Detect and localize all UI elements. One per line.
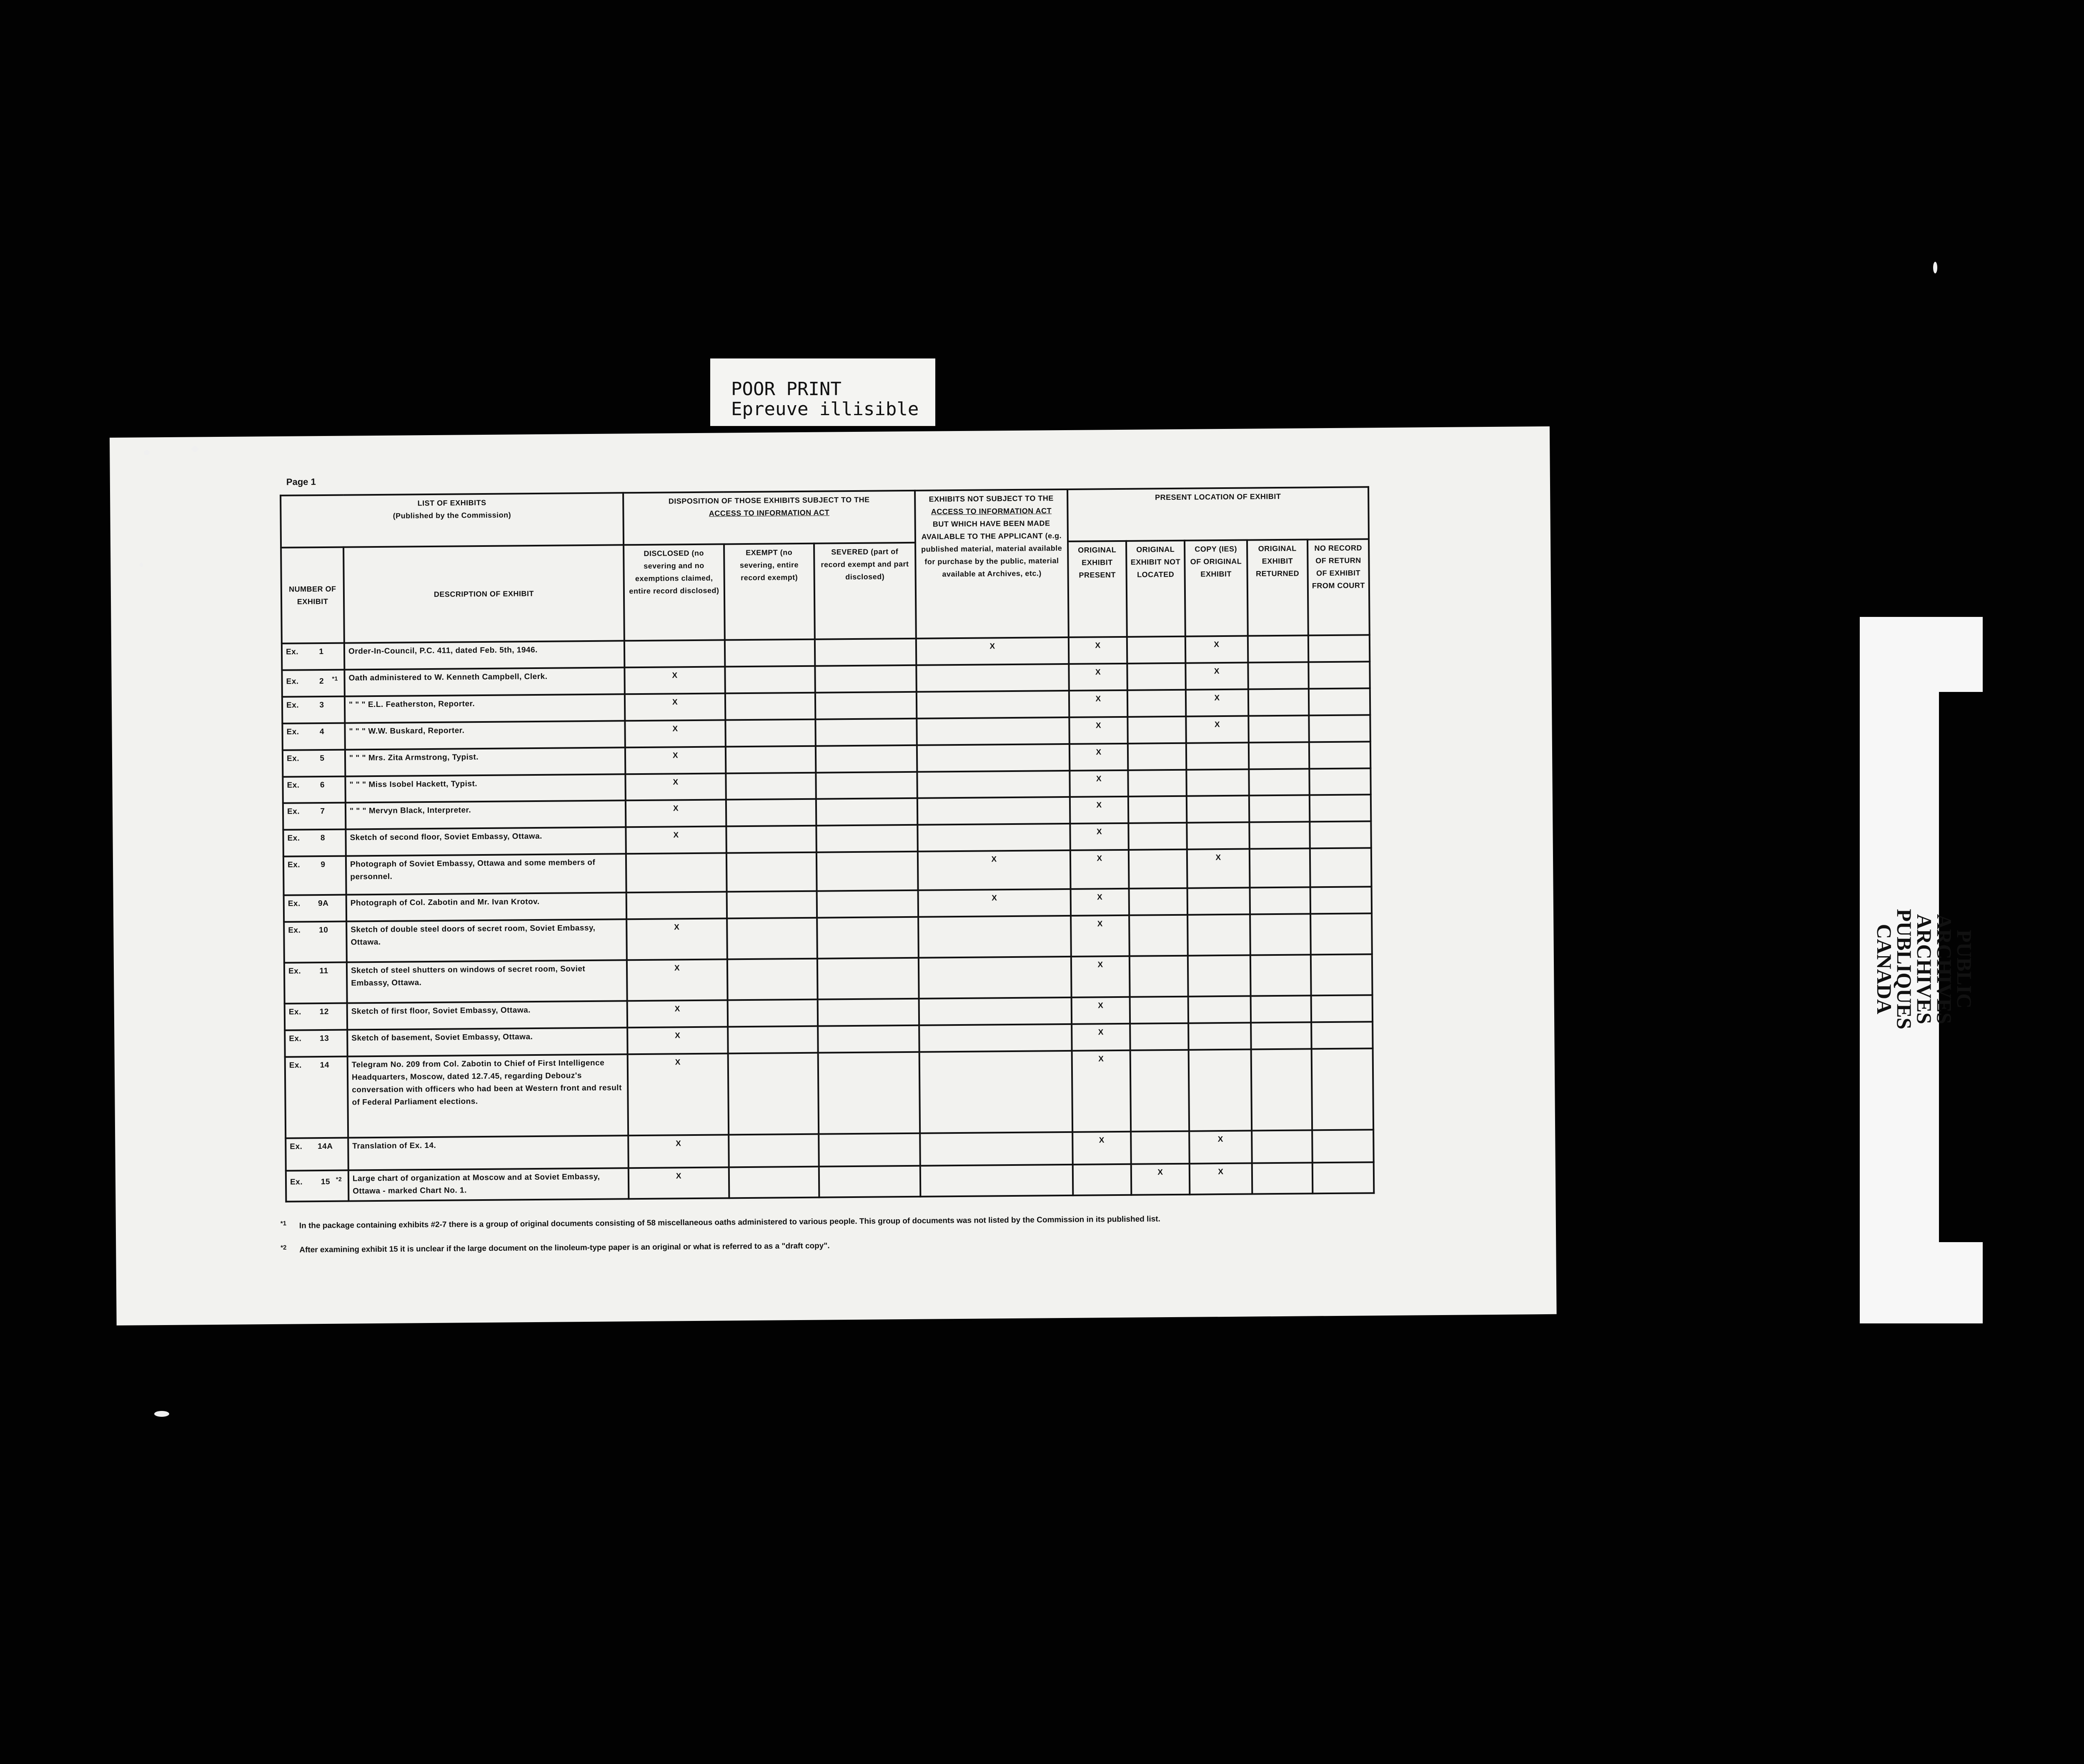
exhibit-number: 9A <box>318 899 329 908</box>
exhibit-description: Telegram No. 209 from Col. Zabotin to Chief of First Intelligence Headquarters, Moscow, dated 12.7.45, regarding Debouz's conversation with officers who had been at Western front and result of Federal Parliament elections. <box>348 1054 629 1138</box>
exempt-cell <box>725 693 815 720</box>
exhibit-number-cell <box>282 723 345 750</box>
exempt-cell <box>726 772 816 800</box>
exhibit-number: 8 <box>320 834 326 843</box>
no-record-cell <box>1311 1022 1373 1049</box>
present-cell: X <box>1070 770 1128 797</box>
copy-cell: X <box>1185 636 1248 663</box>
not-subject-cell <box>917 797 1070 825</box>
copy-cell <box>1187 822 1249 849</box>
no-record-cell <box>1309 742 1370 769</box>
poor-print-line1: POOR PRINT <box>731 378 842 400</box>
copy-cell <box>1186 769 1249 796</box>
exhibit-prefix: Ex. <box>286 701 299 710</box>
exhibit-prefix: Ex. <box>287 860 301 869</box>
disclosed-cell: X <box>625 773 726 801</box>
exhibit-prefix: Ex. <box>287 780 300 790</box>
not-located-cell <box>1127 636 1185 664</box>
copy-cell: X <box>1187 849 1250 888</box>
not-located-cell <box>1128 823 1187 850</box>
not-located-cell <box>1130 1023 1188 1050</box>
exhibit-description: " " " W.W. Buskard, Reporter. <box>345 721 625 749</box>
footnote <box>281 1235 1460 1257</box>
not-subject-cell <box>917 770 1070 798</box>
exhibit-number: 13 <box>320 1034 329 1043</box>
not-subject-cell <box>916 664 1069 692</box>
no-record-cell <box>1309 715 1370 742</box>
exhibit-description: Photograph of Soviet Embassy, Ottawa and some members of personnel. <box>346 854 626 895</box>
present-cell <box>1073 1164 1132 1195</box>
dust-speck <box>192 446 198 452</box>
not-subject-cell <box>919 1050 1073 1133</box>
exhibit-rows <box>282 635 1374 1201</box>
exhibit-description: " " " E.L. Featherston, Reporter. <box>345 694 625 723</box>
not-located-cell <box>1129 915 1188 956</box>
exhibit-prefix: Ex. <box>287 834 300 843</box>
not-located-cell <box>1131 1131 1190 1164</box>
no-record-cell <box>1309 688 1370 715</box>
exhibit-description: Sketch of double steel doors of secret room, Soviet Embassy, Ottawa. <box>346 919 627 962</box>
exempt-cell <box>728 999 818 1027</box>
returned-cell <box>1250 887 1310 914</box>
not-located-cell <box>1128 743 1186 770</box>
exempt-cell <box>727 918 817 960</box>
copy-cell: X <box>1190 1163 1252 1194</box>
not-subject-title: EXHIBITS NOT SUBJECT TO THE <box>929 494 1054 504</box>
exhibit-prefix: Ex. <box>286 727 299 737</box>
present-cell: X <box>1069 664 1127 691</box>
exhibit-number: 6 <box>320 780 325 789</box>
returned-cell <box>1248 689 1309 716</box>
not-located-cell <box>1130 1050 1190 1132</box>
present-cell: X <box>1069 637 1127 664</box>
not-subject-cell <box>917 824 1070 852</box>
disclosed-cell <box>626 892 727 919</box>
copy-cell <box>1188 1022 1251 1050</box>
footnote-text: In the package containing exhibits #2-7 there is a group of original documents consisting of 58 miscellaneous oaths administered to various people. This group of documents was not listed by the Commission in its published list. <box>299 1215 1160 1230</box>
exhibit-number-cell <box>283 856 346 895</box>
severed-cell <box>818 999 919 1026</box>
no-record-cell <box>1310 822 1371 849</box>
not-located-cell <box>1128 769 1186 797</box>
no-record-header: NO RECORD OF RETURN OF EXHIBIT FROM COURT <box>1308 539 1370 635</box>
disclosed-cell: X <box>629 1167 729 1199</box>
copy-cell: X <box>1185 662 1248 689</box>
exhibit-number: 14 <box>320 1060 329 1070</box>
exhibit-description: Sketch of first floor, Soviet Embassy, Ottawa. <box>347 1001 627 1030</box>
returned-cell <box>1248 715 1309 742</box>
not-located-cell <box>1127 716 1186 743</box>
disclosed-cell: X <box>627 1027 728 1054</box>
present-cell: X <box>1071 915 1130 957</box>
exhibit-description: " " " Miss Isobel Hackett, Typist. <box>345 774 625 803</box>
not-subject-cell: X <box>918 889 1071 917</box>
exhibit-number-cell <box>282 643 344 670</box>
exempt-cell <box>729 1134 819 1167</box>
copy-cell <box>1189 1049 1252 1131</box>
exhibit-prefix: Ex. <box>288 899 301 908</box>
orig-present-header: ORIGINAL EXHIBIT PRESENT <box>1068 541 1127 637</box>
exhibit-number-cell <box>285 1030 347 1057</box>
no-record-cell <box>1310 913 1372 955</box>
footnote-marker: *1 <box>332 675 338 682</box>
present-cell: X <box>1072 997 1130 1024</box>
exhibit-number: 15 <box>321 1177 331 1187</box>
not-subject-cell <box>919 957 1072 999</box>
list-header <box>281 493 624 547</box>
no-record-cell <box>1308 662 1370 689</box>
exhibit-prefix: Ex. <box>286 647 299 656</box>
number-header: NUMBER OF EXHIBIT <box>281 547 344 644</box>
exhibit-description: Translation of Ex. 14. <box>348 1136 629 1170</box>
poor-print-label <box>710 358 935 426</box>
no-record-cell <box>1310 848 1372 887</box>
no-record-cell <box>1311 995 1373 1022</box>
exhibit-prefix: Ex. <box>289 1061 302 1070</box>
no-record-cell <box>1308 635 1370 662</box>
no-record-cell <box>1309 768 1370 795</box>
not-located-cell <box>1128 796 1187 823</box>
not-subject-detail: BUT WHICH HAVE BEEN MADE AVAILABLE TO THE APPLICANT (e.g. published material, material available for purchase by the public, material available at Archives, etc.) <box>921 519 1062 579</box>
not-subject-cell: X <box>918 850 1071 890</box>
exhibit-number-cell <box>283 829 346 857</box>
not-located-cell <box>1127 663 1185 690</box>
not-subject-header <box>915 489 1069 639</box>
present-cell: X <box>1070 850 1129 889</box>
disposition-header <box>623 491 915 545</box>
present-cell: X <box>1070 743 1128 770</box>
exhibit-number-cell <box>283 776 345 803</box>
disclosed-cell: X <box>626 800 726 827</box>
exhibit-number-cell <box>283 803 346 830</box>
exhibit-number-cell <box>284 962 347 1003</box>
disclosed-cell: X <box>625 747 726 774</box>
exhibit-prefix: Ex. <box>290 1142 303 1152</box>
returned-cell <box>1250 955 1311 996</box>
copy-cell <box>1187 796 1249 823</box>
not-subject-act: ACCESS TO INFORMATION ACT <box>931 506 1052 516</box>
returned-cell <box>1249 769 1309 796</box>
present-cell: X <box>1069 690 1127 717</box>
returned-cell <box>1248 662 1308 689</box>
exhibit-number: 7 <box>320 807 325 816</box>
copy-cell <box>1187 888 1250 915</box>
exhibit-number: 1 <box>319 647 324 656</box>
location-header: PRESENT LOCATION OF EXHIBIT <box>1067 487 1369 541</box>
not-located-cell <box>1130 956 1188 997</box>
exhibit-description: Sketch of steel shutters on windows of secret room, Soviet Embassy, Ottawa. <box>347 960 627 1003</box>
dust-speck <box>144 450 150 455</box>
exempt-cell <box>725 666 815 694</box>
severed-cell <box>819 1133 920 1166</box>
exhibit-number-cell <box>286 1170 349 1201</box>
no-record-cell <box>1312 1048 1374 1130</box>
not-located-cell <box>1127 690 1186 717</box>
list-header-title: LIST OF EXHIBITS <box>417 498 486 508</box>
severed-cell <box>817 852 918 891</box>
copy-cell <box>1188 955 1251 996</box>
exempt-cell <box>726 826 816 853</box>
present-cell: X <box>1070 823 1128 850</box>
returned-cell <box>1249 795 1310 822</box>
exhibit-number-cell <box>286 1138 348 1170</box>
archives-stamp <box>1860 617 1983 1323</box>
exempt-cell <box>727 959 818 1000</box>
exhibit-description: Sketch of basement, Soviet Embassy, Ottawa. <box>347 1027 627 1056</box>
disclosed-cell: X <box>628 1135 729 1168</box>
disclosed-cell <box>624 640 725 667</box>
copy-cell <box>1188 996 1251 1023</box>
exhibit-number-cell <box>285 1003 347 1030</box>
footnote-mark: *1 <box>280 1220 287 1227</box>
exhibits-table <box>280 486 1375 1202</box>
not-subject-cell <box>917 691 1069 719</box>
severed-cell <box>816 825 917 852</box>
disclosed-cell: X <box>626 918 727 960</box>
not-subject-cell <box>918 916 1071 958</box>
severed-cell <box>815 719 917 746</box>
exhibit-number-cell <box>282 669 344 697</box>
returned-cell <box>1250 914 1311 955</box>
list-header-sub: (Published by the Commission) <box>393 511 511 520</box>
no-record-cell <box>1313 1162 1374 1193</box>
not-located-cell: X <box>1131 1163 1190 1195</box>
returned-cell <box>1251 1049 1313 1131</box>
copy-cell <box>1187 914 1250 955</box>
severed-cell <box>817 917 919 959</box>
present-cell: X <box>1072 1050 1131 1132</box>
footnote <box>281 1211 1460 1233</box>
exhibit-number-cell <box>282 696 345 723</box>
returned-cell <box>1252 1163 1313 1194</box>
present-cell: X <box>1070 797 1128 824</box>
poor-print-line2: Epreuve illisible <box>731 398 919 420</box>
exhibit-description: Photograph of Col. Zabotin and Mr. Ivan Krotov. <box>346 892 626 921</box>
not-located-cell <box>1130 996 1188 1023</box>
footnote-mark: *2 <box>281 1244 287 1251</box>
disclosed-cell: X <box>624 667 725 694</box>
exhibit-number: 12 <box>319 1007 329 1016</box>
not-subject-cell <box>917 744 1070 772</box>
exempt-header: EXEMPT (no severing, entire record exempt) <box>724 544 815 640</box>
exempt-cell <box>727 891 817 919</box>
dust-speck <box>140 563 143 567</box>
exhibit-number: 4 <box>319 727 325 736</box>
present-cell: X <box>1071 889 1129 916</box>
exempt-cell <box>726 852 817 892</box>
page-label: Page 1 <box>286 476 316 487</box>
present-cell: X <box>1072 1132 1131 1164</box>
exhibit-number: 3 <box>319 700 324 709</box>
copy-cell <box>1186 742 1249 769</box>
severed-header: SEVERED (part of record exempt and part disclosed) <box>814 543 916 639</box>
exhibit-number: 10 <box>319 925 328 935</box>
exhibit-prefix: Ex. <box>287 807 300 817</box>
exhibit-number-cell <box>284 895 346 922</box>
exhibit-prefix: Ex. <box>289 1034 302 1043</box>
present-cell: X <box>1072 1023 1130 1050</box>
exhibit-prefix: Ex. <box>286 677 299 686</box>
exhibit-number: 14A <box>318 1142 333 1151</box>
exhibit-number-cell <box>284 921 347 962</box>
exempt-cell <box>729 1166 819 1198</box>
disclosed-cell: X <box>627 959 728 1001</box>
severed-cell <box>819 1165 921 1197</box>
exempt-cell <box>726 799 816 827</box>
severed-cell <box>816 745 917 772</box>
exhibit-description: " " " Mrs. Zita Armstrong, Typist. <box>345 747 625 776</box>
disclosed-cell: X <box>626 827 726 854</box>
disclosed-cell: X <box>627 1000 728 1027</box>
footnotes <box>281 1211 1460 1268</box>
exhibit-description: Oath administered to W. Kenneth Campbell, Clerk. <box>344 667 624 696</box>
disposition-header-title: DISPOSITION OF THOSE EXHIBITS SUBJECT TO THE <box>668 495 870 506</box>
disposition-header-act: ACCESS TO INFORMATION ACT <box>709 508 830 518</box>
severed-cell <box>818 1025 919 1052</box>
exempt-cell <box>725 639 815 667</box>
orig-not-located-header: ORIGINAL EXHIBIT NOT LOCATED <box>1126 541 1185 637</box>
exhibit-number: 9 <box>321 860 326 869</box>
exhibit-prefix: Ex. <box>288 1007 301 1017</box>
severed-cell <box>817 890 918 918</box>
disclosed-cell: X <box>625 693 725 721</box>
copy-header: COPY (IES) OF ORIGINAL EXHIBIT <box>1185 540 1248 636</box>
dust-speck <box>1933 262 1937 273</box>
returned-cell <box>1248 635 1308 662</box>
not-subject-cell <box>917 717 1069 745</box>
document-sheet <box>110 426 1557 1326</box>
not-located-cell <box>1129 849 1187 889</box>
not-subject-cell <box>920 1132 1073 1165</box>
exempt-cell <box>728 1026 818 1053</box>
exhibit-number-cell <box>285 1056 348 1138</box>
exhibit-prefix: Ex. <box>290 1178 303 1187</box>
disclosed-cell <box>626 853 727 893</box>
severed-cell <box>816 798 917 826</box>
exhibit-description: Order-In-Council, P.C. 411, dated Feb. 5th, 1946. <box>344 641 624 669</box>
table-row <box>285 1048 1373 1138</box>
description-header: DESCRIPTION OF EXHIBIT <box>343 545 624 643</box>
exhibit-number: 5 <box>320 754 325 763</box>
severed-cell <box>818 1052 920 1134</box>
returned-cell <box>1250 849 1310 888</box>
exhibit-number: 2 <box>319 677 324 686</box>
severed-cell <box>815 665 916 693</box>
copy-cell: X <box>1186 716 1248 743</box>
footnote-text: After examining exhibit 15 it is unclear if the large document on the linoleum-type paper is an original or what is referred to as a "draft copy". <box>299 1241 830 1255</box>
footnote-marker: *2 <box>336 1175 342 1183</box>
severed-cell <box>815 639 916 666</box>
returned-cell <box>1252 1130 1313 1163</box>
exempt-cell <box>728 1052 819 1135</box>
present-cell: X <box>1069 717 1127 744</box>
exhibit-description: " " " Mervyn Black, Interpreter. <box>346 801 626 829</box>
not-subject-cell <box>919 1024 1072 1052</box>
not-subject-cell <box>919 997 1072 1025</box>
returned-cell <box>1249 822 1310 849</box>
stamp-line1: PUBLIC ARCHIVES <box>1933 914 1976 1024</box>
stamp-text <box>1874 882 1974 1057</box>
no-record-cell <box>1310 795 1371 822</box>
exhibit-prefix: Ex. <box>288 967 301 976</box>
returned-cell <box>1251 995 1311 1022</box>
exempt-cell <box>725 719 815 747</box>
severed-cell <box>815 692 917 719</box>
disclosed-cell: X <box>625 720 725 747</box>
present-cell: X <box>1071 956 1130 997</box>
not-subject-cell: X <box>916 637 1069 665</box>
exhibit-description: Sketch of second floor, Soviet Embassy, Ottawa. <box>346 827 626 856</box>
exhibit-prefix: Ex. <box>288 926 301 935</box>
exhibit-description: Large chart of organization at Moscow and at Soviet Embassy, Ottawa - marked Chart No. 1. <box>348 1168 629 1201</box>
disclosed-cell: X <box>628 1053 729 1136</box>
disclosed-header: DISCLOSED (no severing and no exemptions claimed, entire record disclosed) <box>624 544 725 641</box>
no-record-cell <box>1310 887 1372 914</box>
exhibit-number: 11 <box>319 966 328 975</box>
copy-cell: X <box>1186 689 1248 716</box>
orig-returned-header: ORIGINAL EXHIBIT RETURNED <box>1247 539 1308 636</box>
dust-speck <box>154 1411 169 1417</box>
not-subject-cell <box>920 1165 1073 1197</box>
severed-cell <box>817 958 919 1000</box>
exhibit-number-cell <box>283 749 345 777</box>
no-record-cell <box>1312 1130 1374 1163</box>
returned-cell <box>1251 1022 1311 1049</box>
no-record-cell <box>1311 954 1373 995</box>
exhibit-prefix: Ex. <box>286 754 300 763</box>
exempt-cell <box>726 746 816 773</box>
stamp-line3: CANADA <box>1873 924 1896 1015</box>
stamp-line2: ARCHIVES PUBLIQUES <box>1893 909 1936 1030</box>
copy-cell: X <box>1189 1131 1252 1163</box>
returned-cell <box>1249 742 1309 769</box>
severed-cell <box>816 772 917 799</box>
not-located-cell <box>1129 888 1187 915</box>
